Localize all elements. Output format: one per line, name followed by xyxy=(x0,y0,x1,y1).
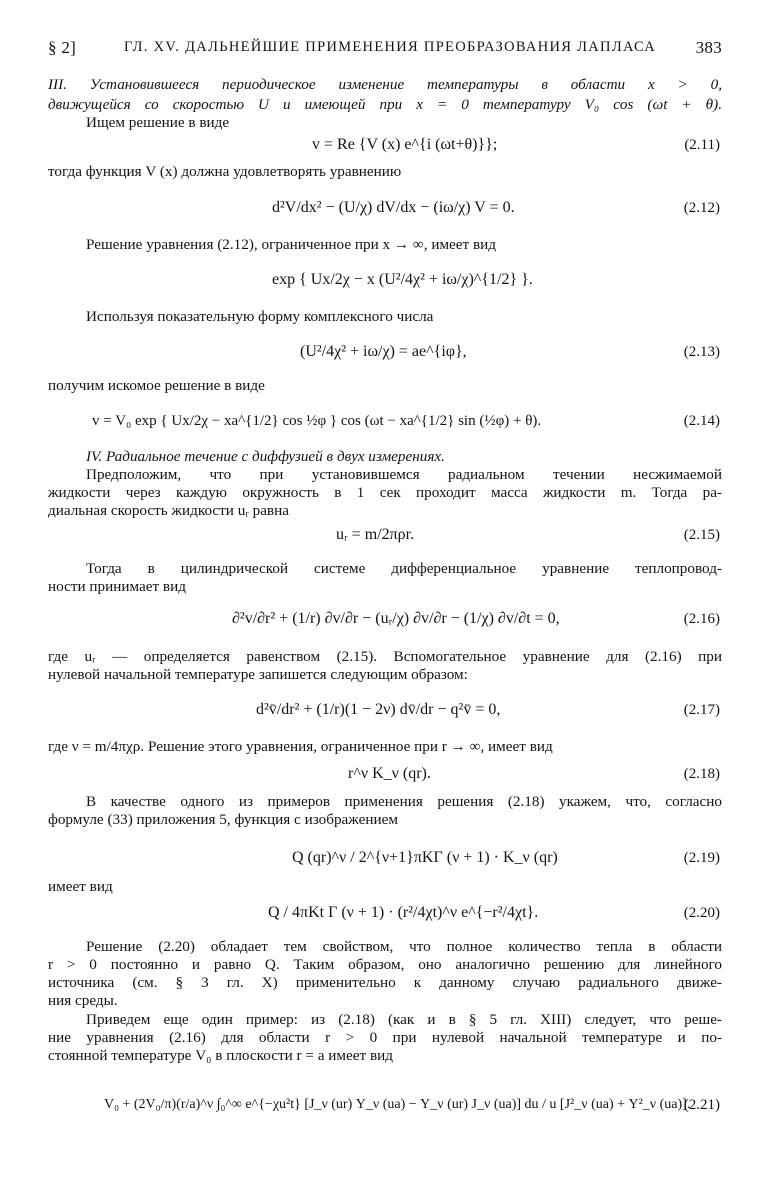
paragraph-line: ние уравнения (2.16) для области r > 0 при нулевой начальной температуре и по- xyxy=(48,1029,722,1046)
paragraph-line: диальная скорость жидкости uᵣ равна xyxy=(48,502,289,519)
equation-2-21: V₀ + (2V₀/π)(r/a)^ν ∫₀^∞ e^{−χu²t} [J_ν (ur) Y_ν (ua) − Y_ν (ur) J_ν (ua)] du / u [J²_ν (ua) + Y²_ν (ua)]. xyxy=(104,1097,691,1112)
paragraph-line: имеет вид xyxy=(48,878,113,895)
paragraph-line: где ν = m/4πχρ. Решение этого уравнения, ограниченное при r → ∞, имеет вид xyxy=(48,738,553,755)
equation-number: (2.17) xyxy=(683,702,720,718)
equation-number: (2.20) xyxy=(683,905,720,921)
equation-2-12: d²V/dx² − (U/χ) dV/dx − (iω/χ) V = 0. xyxy=(272,199,515,216)
paragraph-line: В качестве одного из примеров применения решения (2.18) укажем, что, согласно xyxy=(86,793,722,810)
paragraph-line: ния среды. xyxy=(48,992,118,1009)
equation-number: (2.11) xyxy=(684,137,720,153)
paragraph-line: жидкости через каждую окружность в 1 сек проходит масса жидкости m. Тогда ра- xyxy=(48,484,722,501)
equation-2-14: v = V₀ exp { Ux/2χ − xa^{1/2} cos ½φ } cos (ωt − xa^{1/2} sin (½φ) + θ). xyxy=(92,413,542,429)
paragraph-line: стоянной температуре V₀ в плоскости r = a имеет вид xyxy=(48,1047,393,1064)
equation-2-11: v = Re {V (x) e^{i (ωt+θ)}}; xyxy=(312,136,498,153)
paragraph-line: где uᵣ — определяется равенством (2.15). Вспомогательное уравнение для (2.16) при xyxy=(48,648,722,665)
page-number: 383 xyxy=(695,38,722,57)
paragraph-line: Ищем решение в виде xyxy=(86,114,230,131)
paragraph-line: формуле (33) приложения 5, функция с изображением xyxy=(48,811,398,828)
paragraph-line: Предположим, что при установившемся радиальном течении несжимаемой xyxy=(86,466,722,483)
equation-2-18: r^ν K_ν (qr). xyxy=(348,765,431,782)
equation-number: (2.21) xyxy=(683,1097,720,1113)
running-header xyxy=(48,38,722,66)
equation-2-15: uᵣ = m/2πρr. xyxy=(336,526,415,543)
paragraph-line: r > 0 постоянно и равно Q. Таким образом, оно аналогично решению для линейного xyxy=(48,956,722,973)
equation-exp-solution: exp { Ux/2χ − x (U²/4χ² + iω/χ)^{1/2} }. xyxy=(272,271,533,288)
paragraph-line: Решение уравнения (2.12), ограниченное при x → ∞, имеет вид xyxy=(86,236,496,253)
equation-number: (2.19) xyxy=(683,850,720,866)
paragraph-line: Используя показательную форму комплексного числа xyxy=(86,308,434,325)
section-marker: § 2] xyxy=(48,38,77,57)
equation-2-17: d²v̄/dr² + (1/r)(1 − 2ν) dv̄/dr − q²v̄ = 0, xyxy=(256,701,501,718)
equation-2-20: Q / 4πKt Γ (ν + 1) · (r²/4χt)^ν e^{−r²/4χt}. xyxy=(268,904,539,921)
equation-number: (2.12) xyxy=(683,200,720,216)
section-iv-heading: IV. Радиальное течение с диффузией в двух измерениях. xyxy=(86,448,445,465)
paragraph-line: Приведем еще один пример: из (2.18) (как и в § 5 гл. XIII) следует, что реше- xyxy=(86,1011,722,1028)
equation-number: (2.13) xyxy=(683,344,720,360)
paragraph-line: получим искомое решение в виде xyxy=(48,377,265,394)
equation-2-16: ∂²v/∂r² + (1/r) ∂v/∂r − (uᵣ/χ) ∂v/∂r − (1/χ) ∂v/∂t = 0, xyxy=(232,610,560,627)
paragraph-line: нулевой начальной температуре запишется следующим образом: xyxy=(48,666,468,683)
paragraph-line: тогда функция V (x) должна удовлетворять уравнению xyxy=(48,163,402,180)
equation-number: (2.18) xyxy=(683,766,720,782)
paragraph-line: источника (см. § 3 гл. X) применительно к данному случаю радиального движе- xyxy=(48,974,722,991)
equation-number: (2.15) xyxy=(683,527,720,543)
chapter-title: ГЛ. XV. ДАЛЬНЕЙШИЕ ПРИМЕНЕНИЯ ПРЕОБРАЗОВАНИЯ ЛАПЛАСА xyxy=(124,39,657,55)
equation-number: (2.14) xyxy=(683,413,720,429)
paragraph-line: ности принимает вид xyxy=(48,578,186,595)
paragraph-line: Решение (2.20) обладает тем свойством, что полное количество тепла в области xyxy=(86,938,722,955)
section-iii-heading-line2: движущейся со скоростью U и имеющей при x = 0 температуру V₀ cos (ωt + θ). xyxy=(48,96,722,113)
section-iii-heading-line1: III. Установившееся периодическое изменение температуры в области x > 0, xyxy=(48,76,722,93)
paragraph-line: Тогда в цилиндрической системе дифференциальное уравнение теплопровод- xyxy=(86,560,722,577)
equation-number: (2.16) xyxy=(683,611,720,627)
equation-2-19: Q (qr)^ν / 2^{ν+1}πKΓ (ν + 1) · K_ν (qr) xyxy=(292,849,558,866)
equation-2-13: (U²/4χ² + iω/χ) = ae^{iφ}, xyxy=(300,343,467,360)
